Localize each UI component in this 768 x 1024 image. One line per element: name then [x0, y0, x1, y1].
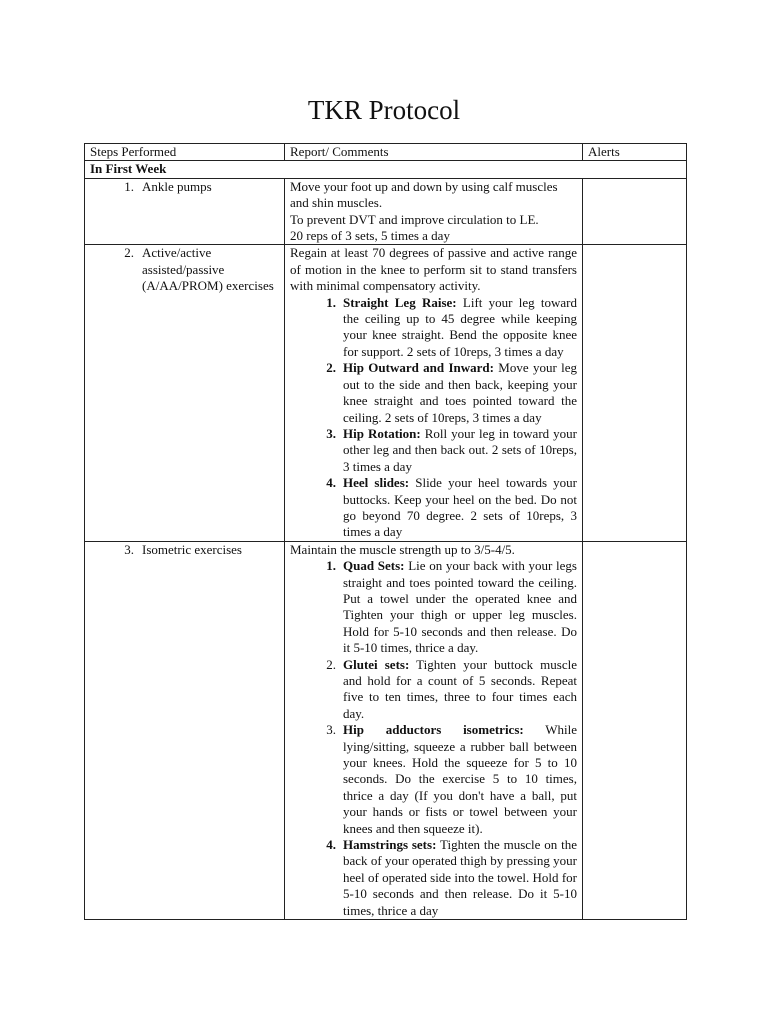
report-cell [285, 178, 583, 245]
step-name: Ankle pumps [142, 178, 212, 194]
table-row [85, 245, 687, 541]
exercise-number: 2. [326, 360, 336, 376]
exercise-item [290, 426, 577, 475]
exercise-label: Hip Rotation: [343, 425, 421, 441]
table-row [85, 541, 687, 919]
exercise-label: Straight Leg Raise: [343, 294, 457, 310]
step-cell [85, 245, 285, 541]
exercise-text: Tighten the muscle on the back of your operated thigh by pressing your heel of operated side into the towel. Hold for 5-10 seconds and then release. Do it 5-10 times, thrice a day [343, 837, 577, 918]
header-report: Report/ Comments [285, 144, 583, 161]
step-number: 1. [124, 178, 134, 194]
report-text: Regain at least 70 degrees of passive and active range of motion in the knee to perform sit to stand transfers with minimal compensatory activity. [290, 245, 577, 294]
report-text: To prevent DVT and improve circulation to LE. [290, 211, 539, 227]
header-row [85, 144, 687, 161]
exercise-text: Lift your leg toward the ceiling up to 45 degree while keeping your knee straight. Bend the opposite knee for support. 2 sets of 10reps, 3 times a day [343, 294, 577, 359]
exercise-description [343, 722, 577, 837]
alerts-cell [583, 245, 687, 541]
exercise-number: 4. [326, 837, 336, 853]
step-name: Isometric exercises [142, 541, 242, 557]
table-row [85, 178, 687, 245]
exercise-item [290, 657, 577, 723]
exercise-label: Hip adductors isometrics: [343, 722, 524, 738]
exercise-item [290, 295, 577, 361]
exercise-number: 1. [326, 558, 336, 574]
header-alerts: Alerts [583, 144, 687, 161]
exercise-list [290, 558, 577, 919]
exercise-item [290, 360, 577, 426]
exercise-description [343, 426, 577, 475]
exercise-text: Lie on your back with your legs straight and toes pointed toward the ceiling. Put a towel under the operated knee and Tighten your thigh or upper leg muscles. Hold for 5-10 seconds and then release. Do it 5-10 times, thrice a day. [343, 558, 577, 656]
week-label: In First Week [85, 161, 687, 178]
header-steps: Steps Performed [85, 144, 285, 161]
report-text: 20 reps of 3 sets, 5 times a day [290, 228, 450, 244]
exercise-text: Slide your heel towards your buttocks. Keep your heel on the bed. Do not go beyond 70 degree. 2 sets of 10reps, 3 times a day [343, 475, 577, 540]
step-cell [85, 178, 285, 245]
exercise-number: 3. [326, 722, 336, 738]
exercise-description [343, 558, 577, 656]
report-cell [285, 541, 583, 919]
exercise-text: Roll your leg in toward your other leg and then back out. 2 sets of 10reps, 3 times a day [343, 425, 577, 474]
exercise-text: While lying/sitting, squeeze a rubber ball between your knees. Hold the squeeze for 5 to 10 seconds. Do the exercise 5 to 10 times, thrice a day (If you don't have a ball, put your hands or fists or towel between your knees and then squeeze it). [343, 722, 577, 836]
exercise-number: 1. [326, 294, 336, 310]
exercise-label: Quad Sets: [343, 558, 405, 574]
exercise-description [343, 657, 577, 723]
exercise-label: Heel slides: [343, 475, 410, 491]
exercise-description [343, 475, 577, 541]
exercise-text: Move your leg out to the side and then back, keeping your knee straight and toes pointed toward the ceiling. 2 sets of 10reps, 3 times a day [343, 360, 577, 425]
report-text: Maintain the muscle strength up to 3/5-4/5. [290, 541, 515, 557]
step-number: 2. [124, 245, 134, 261]
exercise-description [343, 837, 577, 919]
report-text: Move your foot up and down by using calf muscles and shin muscles. [290, 178, 558, 211]
exercise-list [290, 295, 577, 541]
exercise-item [290, 475, 577, 541]
exercise-text: Tighten your buttock muscle and hold for a count of 5 seconds. Repeat five to ten times, three to four times each day. [343, 656, 577, 721]
alerts-cell [583, 541, 687, 919]
protocol-table [84, 143, 687, 920]
exercise-number: 4. [326, 475, 336, 491]
exercise-number: 2. [326, 656, 336, 672]
exercise-label: Glutei sets: [343, 656, 410, 672]
week-row [85, 161, 687, 178]
step-number: 3. [124, 541, 134, 557]
step-cell [85, 541, 285, 919]
alerts-cell [583, 178, 687, 245]
exercise-description [343, 360, 577, 426]
exercise-item [290, 837, 577, 919]
report-cell [285, 245, 583, 541]
exercise-label: Hamstrings sets: [343, 837, 437, 853]
exercise-item [290, 722, 577, 837]
exercise-description [343, 295, 577, 361]
document-title: TKR Protocol [307, 95, 461, 125]
exercise-item [290, 558, 577, 656]
exercise-label: Hip Outward and Inward: [343, 360, 494, 376]
step-name: Active/active assisted/passive (A/AA/PROM) exercises [142, 245, 274, 294]
exercise-number: 3. [326, 425, 336, 441]
